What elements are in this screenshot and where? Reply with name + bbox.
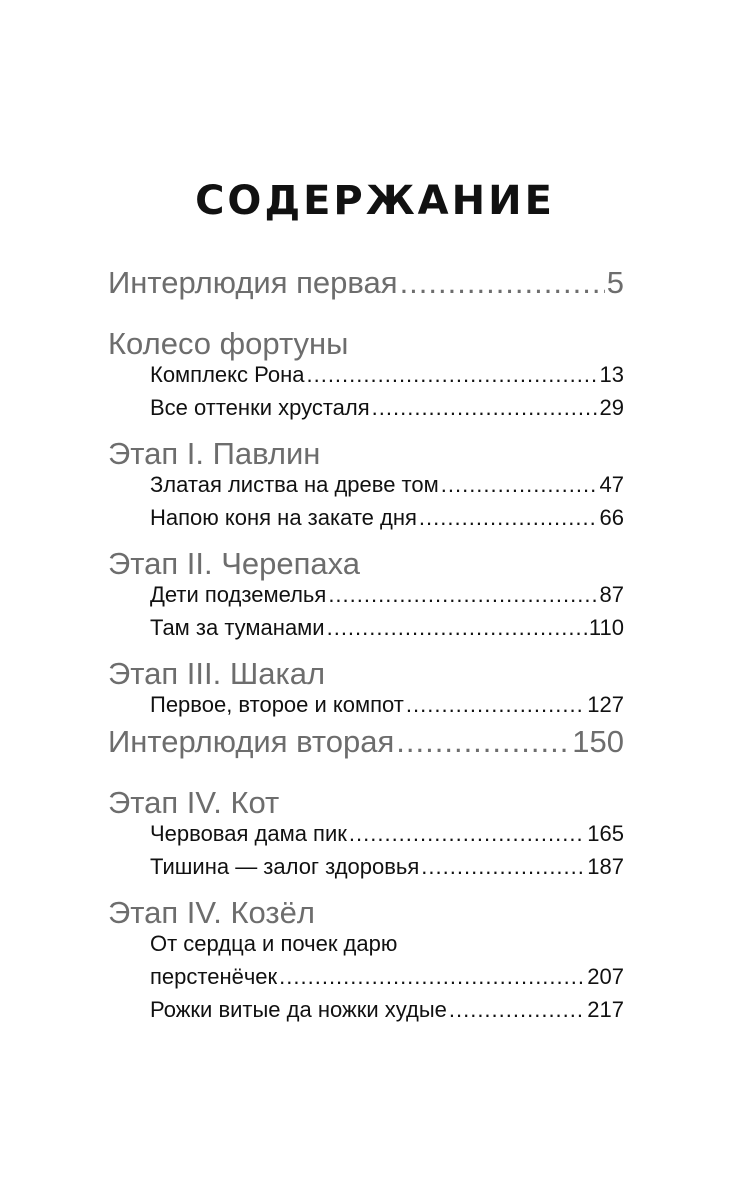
dot-leader — [396, 721, 570, 763]
page-number: 165 — [587, 821, 624, 846]
entry-title: перстенёчек — [150, 964, 278, 989]
page-number: 66 — [599, 505, 624, 530]
dot-leader — [441, 468, 598, 501]
page-title: СОДЕРЖАНИЕ — [195, 178, 555, 224]
page-number: 127 — [587, 692, 624, 717]
entry-title: Все оттенки хрусталя — [150, 395, 370, 420]
toc-section-stage-1 — [108, 434, 624, 471]
dot-leader — [279, 960, 585, 993]
page-number: 29 — [599, 395, 624, 420]
section-title: Этап II. Черепаха — [108, 546, 361, 581]
section-title: Колесо фортуны — [108, 326, 349, 361]
page-number: 207 — [587, 964, 624, 989]
toc-entry-line-1 — [150, 927, 624, 960]
toc-entry — [150, 817, 624, 850]
entry-title: Интерлюдия первая — [108, 265, 398, 300]
toc-section-stage-4-cat — [108, 783, 624, 820]
entry-title: Тишина — залог здоровья — [150, 854, 420, 879]
dot-leader — [349, 817, 585, 850]
dot-leader — [306, 358, 597, 391]
toc-section-stage-4-goat — [108, 893, 624, 930]
page-number: 13 — [599, 362, 624, 387]
toc-entry — [150, 688, 624, 721]
entry-title: Рожки витые да ножки худые — [150, 997, 447, 1022]
dot-leader — [372, 391, 598, 424]
entry-title: Червовая дама пик — [150, 821, 347, 846]
dot-leader — [328, 578, 597, 611]
page-number: 5 — [606, 265, 624, 300]
section-title: Этап IV. Кот — [108, 785, 280, 820]
entry-title: Златая листва на древе том — [150, 472, 439, 497]
toc-section-stage-2 — [108, 544, 624, 581]
page-number: 150 — [572, 724, 624, 759]
page-number: 87 — [599, 582, 624, 607]
toc-entry-line-2 — [150, 960, 624, 993]
entry-title: От сердца и почек дарю — [150, 931, 398, 956]
toc-entry-interlude-1 — [108, 262, 624, 318]
page-number: 110 — [588, 615, 624, 640]
toc-entry — [150, 358, 624, 391]
dot-leader — [449, 993, 585, 1026]
toc-entry-interlude-2 — [108, 721, 624, 777]
entry-title: Первое, второе и компот — [150, 692, 404, 717]
entry-title: Дети подземелья — [150, 582, 327, 607]
dot-leader — [400, 262, 605, 304]
toc-entry — [150, 578, 624, 611]
toc-section-stage-3 — [108, 654, 624, 691]
toc-entry — [150, 850, 624, 883]
section-title: Этап I. Павлин — [108, 436, 321, 471]
entry-title: Интерлюдия вторая — [108, 724, 395, 759]
entry-title: Напою коня на закате дня — [150, 505, 417, 530]
table-of-contents — [108, 262, 624, 1026]
dot-leader — [419, 501, 598, 534]
section-title: Этап III. Шакал — [108, 656, 326, 691]
toc-entry — [150, 993, 624, 1026]
toc-entry — [150, 501, 624, 534]
page-number: 217 — [587, 997, 624, 1022]
page-number: 187 — [587, 854, 624, 879]
toc-entry — [150, 391, 624, 424]
toc-entry — [150, 611, 624, 644]
page-number: 47 — [599, 472, 624, 497]
entry-title: Комплекс Рона — [150, 362, 305, 387]
toc-section-wheel-of-fortune — [108, 324, 624, 361]
toc-entry — [150, 468, 624, 501]
dot-leader — [327, 611, 587, 644]
dot-leader — [421, 850, 585, 883]
section-title: Этап IV. Козёл — [108, 895, 315, 930]
dot-leader — [406, 688, 585, 721]
entry-title: Там за туманами — [150, 615, 325, 640]
